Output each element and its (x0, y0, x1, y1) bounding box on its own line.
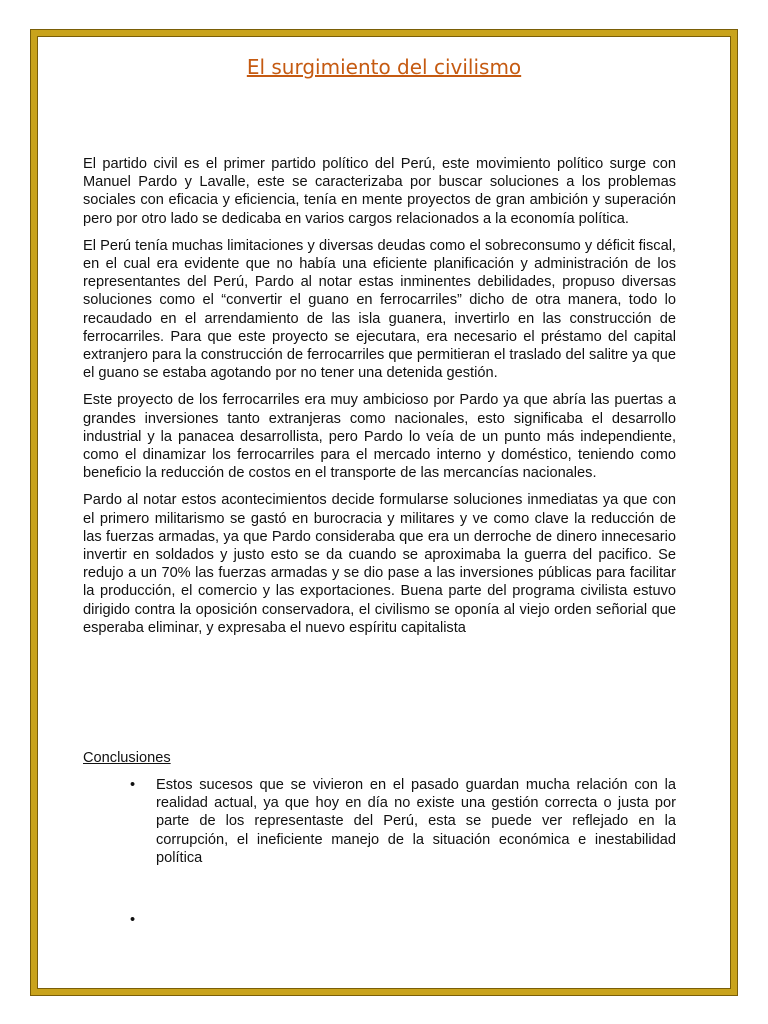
paragraph: El partido civil es el primer partido político del Perú, este movimiento político surge con Manuel Pardo y Lavalle, este se caracterizaba por buscar soluciones a los problemas sociales con eficacia y eficiencia, tenía en mente proyectos de gran ambición y superación pero por otro lado se dedicaba en varios cargos relacionados a la economía política. (83, 156, 676, 227)
conclusions-list (83, 776, 676, 929)
paragraph: Pardo al notar estos acontecimientos decide formularse soluciones inmediatas ya que con el primero militarismo se gastó en burocracia y militares y ve como clave la reducción de las fuerzas armadas, ya que Pardo consideraba que era un derroche de dinero innecesario invertir en soldados y justo esto se da cuando se aproximaba la guerra del pacifico. Se redujo a un 70% las fuerzas armadas y se dio pase a las inversiones públicas para facilitar la producción, el comercio y las exportaciones. Buena parte del programa civilista estuvo dirigido contra la oposición conservadora, el civilismo se oponía al viejo orden señorial que esperaba eliminar, y expresaba el nuevo espíritu capitalista (83, 492, 676, 636)
conclusions-heading: Conclusiones (83, 750, 171, 766)
list-item-text: Estos sucesos que se vivieron en el pasado guardan mucha relación con la realidad actual, ya que hoy en día no existe una gestión correcta o justa por parte de los representaste del Perú, esta se puede ver reflejado en la corrupción, el ineficiente manejo de la situación económica e inestabilidad política (156, 777, 676, 866)
document-title: El surgimiento del civilismo (246, 55, 522, 79)
document-body (83, 155, 676, 646)
list-item (83, 911, 676, 929)
bullet-icon: • (130, 777, 136, 793)
list-item-text (156, 912, 160, 928)
paragraph: El Perú tenía muchas limitaciones y diversas deudas como el sobreconsumo y déficit fiscal, en el cual era evidente que no había una eficiente planificación y administración de los representantes del Perú, Pardo al notar estas inminentes debilidades, propuso diversas soluciones como el “convertir el guano en ferrocarriles” dicho de otra manera, todo lo recaudado en el arrendamiento de las isla guanera, invertirlo en las construcción de ferrocarriles. Para que este proyecto se ejecutara, era necesario el préstamo del capital extranjero para la construcción de ferrocarriles que permitieran el traslado del salitre ya que el guano se estaba agotando por no tener una detenida gestión. (83, 237, 676, 382)
list-item (83, 776, 676, 867)
paragraph: Este proyecto de los ferrocarriles era muy ambicioso por Pardo ya que abría las puertas a grandes inversiones tanto extranjeras como nacionales, esto significaba el desarrollo industrial y la panacea desarrollista, pero Pardo lo veía de un punto más independiente, como el dinamizar los ferrocarriles para el mercado interno y doméstico, teniendo como beneficio la reducción de costos en el transporte de las mercancías nacionales. (83, 392, 676, 482)
bullet-icon: • (130, 912, 136, 929)
